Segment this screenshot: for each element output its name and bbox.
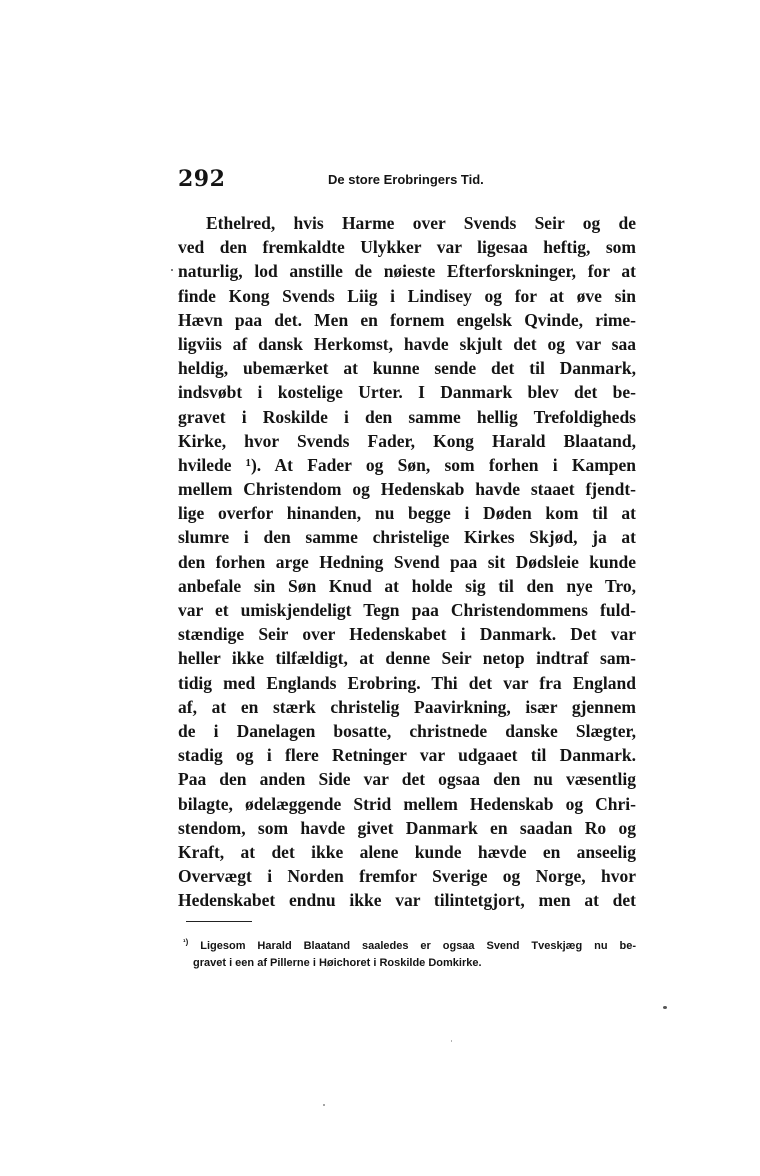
text-line: anbefale sin Søn Knud at holde sig til den nye Tro, [178, 575, 636, 596]
text-line: Overvægt i Norden fremfor Sverige og Norge, hvor [178, 866, 636, 887]
footnote [183, 938, 636, 972]
running-title: De store Erobringers Tid. [328, 172, 484, 187]
scan-speck [663, 1006, 667, 1009]
text-line: Hedenskabet endnu ikke var tilintetgjort, men at det [178, 890, 636, 911]
running-head [178, 166, 638, 196]
text-line: bilagte, ødelæggende Strid mellem Hedenskab og Chri- [178, 793, 636, 814]
text-line: lige overfor hinanden, nu begge i Døden kom til at [178, 503, 636, 524]
text-line: Ethelred, hvis Harme over Svends Seir og de [206, 213, 636, 233]
text-line: tidig med Englands Erobring. Thi det var fra England [178, 672, 636, 693]
page-number: 292 [178, 166, 226, 192]
text-line: finde Kong Svends Liig i Lindisey og for at øve sin [178, 285, 636, 306]
text-line: gravet i Roskilde i den samme hellig Trefoldigheds [178, 406, 636, 427]
footnote-line: gravet i een af Pillerne i Høichoret i Roskilde Domkirke. [193, 957, 482, 969]
text-line: stadig og i flere Retninger var udgaaet til Danmark. [178, 745, 636, 766]
text-line: heldig, ubemærket at kunne sende det til Danmark, [178, 358, 636, 379]
text-line: hvilede ¹). At Fader og Søn, som forhen i Kampen [178, 454, 636, 475]
text-line: stændige Seir over Hedenskabet i Danmark. Det var [178, 624, 636, 645]
scan-speck [323, 1104, 325, 1106]
text-line: af, at en stærk christelig Paavirkning, især gjennem [178, 696, 636, 717]
scan-speck [451, 1040, 452, 1042]
text-line: stendom, som havde givet Danmark en saadan Ro og [178, 817, 636, 838]
text-line: heller ikke tilfældigt, at denne Seir netop indtraf sam- [178, 648, 636, 669]
text-line: Paa den anden Side var det ogsaa den nu væsentlig [178, 769, 636, 790]
footnote-marker: ¹) [183, 937, 189, 947]
text-line: ved den fremkaldte Ulykker var ligesaa heftig, som [178, 237, 636, 258]
text-line: var et umiskjendeligt Tegn paa Christendommens fuld- [178, 600, 636, 620]
text-line: Kraft, at det ikke alene kunde hævde en anseelig [178, 841, 636, 862]
footnote-divider [186, 921, 252, 922]
text-line: den forhen arge Hedning Svend paa sit Dødsleie kunde [178, 551, 636, 572]
text-line: slumre i den samme christelige Kirkes Skjød, ja at [178, 527, 636, 548]
text-line: naturlig, lod anstille de nøieste Efterforskninger, for at [178, 261, 636, 282]
text-line: indsvøbt i kostelige Urter. I Danmark blev det be- [178, 382, 636, 403]
footnote-line [183, 938, 636, 955]
text-line: Kirke, hvor Svends Fader, Kong Harald Blaatand, [178, 430, 636, 451]
text-line: Hævn paa det. Men en fornem engelsk Qvinde, rime- [178, 309, 636, 330]
text-line: mellem Christendom og Hedenskab havde staaet fjendt- [178, 479, 636, 500]
scan-speck [171, 269, 173, 271]
text-line: ligviis af dansk Herkomst, havde skjult det og var saa [178, 333, 636, 354]
body-text [178, 211, 636, 912]
text-line: de i Danelagen bosatte, christnede danske Slægter, [178, 720, 636, 741]
footnote-text: Ligesom Harald Blaatand saaledes er ogsaa Svend Tveskjæg nu be- [200, 940, 636, 952]
